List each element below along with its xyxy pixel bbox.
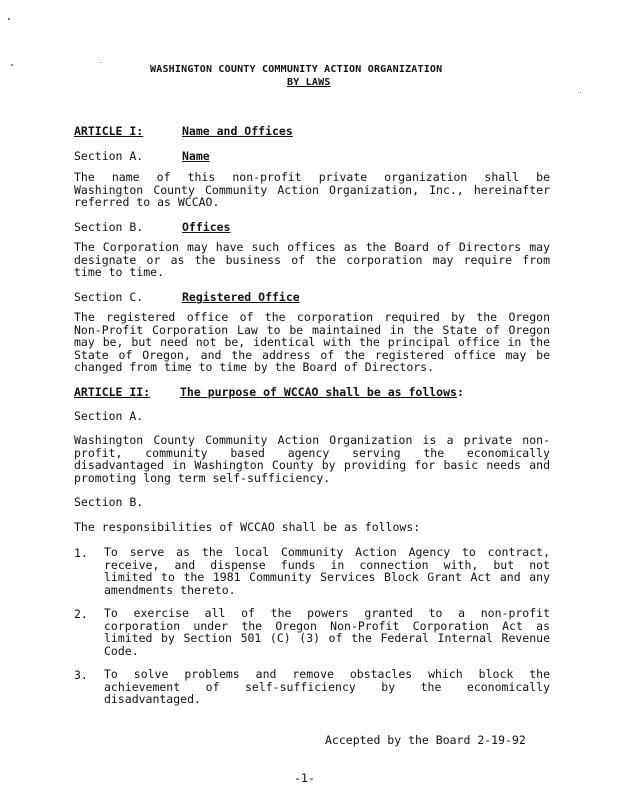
list-item-line: To solve problems and remove obstacles which block the	[104, 667, 550, 681]
paragraph-line: Non-Profit Corporation Law to be maintained in the State of Oregon	[74, 322, 550, 337]
list-item-line: corporation under the Oregon Non-Profit Corporation Act as	[104, 618, 550, 633]
document-title: WASHINGTON COUNTY COMMUNITY ACTION ORGANIZATION	[150, 64, 443, 75]
list-item-line: limited by Section 501 (C) (3) of the Federal Internal Revenue	[104, 631, 550, 645]
list-item-line: To serve as the local Community Action Agency to contract,	[104, 545, 550, 559]
paragraph-line: Washington County Community Action Organization, Inc., hereinafter	[74, 182, 550, 197]
scan-speck	[100, 62, 101, 63]
paragraph-line: The name of this non-profit private organization shall be	[74, 170, 550, 184]
list-item	[104, 668, 550, 706]
responsibilities-intro: The responsibilities of WCCAO shall be as follows:	[74, 520, 421, 534]
paragraph-line: time to time.	[74, 265, 165, 279]
page-number: -1-	[294, 771, 315, 785]
paragraph-line: The registered office of the corporation required by the Oregon	[74, 310, 550, 324]
scan-speck	[580, 92, 581, 93]
paragraph-line: changed from time to time by the Board of Directors.	[74, 360, 435, 374]
section-a-paragraph	[74, 171, 550, 209]
accepted-note: Accepted by the Board 2-19-92	[325, 733, 526, 747]
paragraph-line: may be, but need not be, identical with the principal office in the	[74, 335, 550, 349]
paragraph-line: profit, community based agency serving the economically	[74, 445, 550, 460]
list-item-line: disadvantaged.	[104, 692, 201, 706]
section-a-heading: Name	[182, 149, 210, 163]
article-1-heading: Name and Offices	[182, 124, 293, 138]
list-item-number: 3.	[74, 668, 88, 682]
paragraph-line: State of Oregon, and the address of the registered office may be	[74, 347, 550, 362]
article-2-heading-text: The purpose of WCCAO shall be as follows	[180, 385, 457, 399]
list-item-line: achievement of self-sufficiency by the economically	[104, 679, 550, 694]
section-c-label: Section C.	[74, 290, 144, 304]
list-item-number: 1.	[74, 546, 88, 560]
list-item-line: To exercise all of the powers granted to a non-profit	[104, 606, 550, 620]
section-b-label: Section B.	[74, 220, 144, 234]
article-2-section-a-paragraph	[74, 434, 550, 484]
list-item-line: receive, and dispense funds in connection with, but not	[104, 557, 550, 572]
paragraph-line: The Corporation may have such offices as the Board of Directors may	[74, 240, 550, 254]
list-item-line: limited to the 1981 Community Services Block Grant Act and any	[104, 570, 550, 584]
section-c-heading: Registered Office	[182, 290, 300, 304]
list-item-line: amendments thereto.	[104, 582, 236, 597]
list-item-number: 2.	[74, 607, 88, 621]
section-b-heading: Offices	[182, 220, 231, 234]
article-2-section-b-label: Section B.	[74, 495, 144, 509]
section-b-paragraph	[74, 241, 550, 279]
section-a-label: Section A.	[74, 149, 144, 163]
paragraph-line: designate or as the business of the corporation may require from	[74, 252, 550, 267]
article-2-section-a-label: Section A.	[74, 409, 144, 423]
article-1-label: ARTICLE I:	[74, 124, 144, 138]
paragraph-line: disadvantaged in Washington County by providing for basic needs and	[74, 458, 550, 472]
list-item	[104, 546, 550, 596]
article-2-label: ARTICLE II:	[74, 385, 151, 399]
paragraph-line: referred to as WCCAO.	[74, 195, 220, 209]
section-c-paragraph	[74, 311, 550, 374]
paragraph-line: Washington County Community Action Organization is a private non-	[74, 433, 550, 447]
list-item-line: Code.	[104, 643, 139, 658]
document-subtitle: BY LAWS	[287, 77, 331, 88]
list-item	[104, 607, 550, 657]
scan-speck	[8, 18, 10, 20]
scan-speck	[11, 64, 13, 66]
article-2-heading-colon: :	[456, 385, 464, 399]
article-2-heading	[180, 385, 464, 399]
paragraph-line: promoting long term self-sufficiency.	[74, 470, 331, 485]
